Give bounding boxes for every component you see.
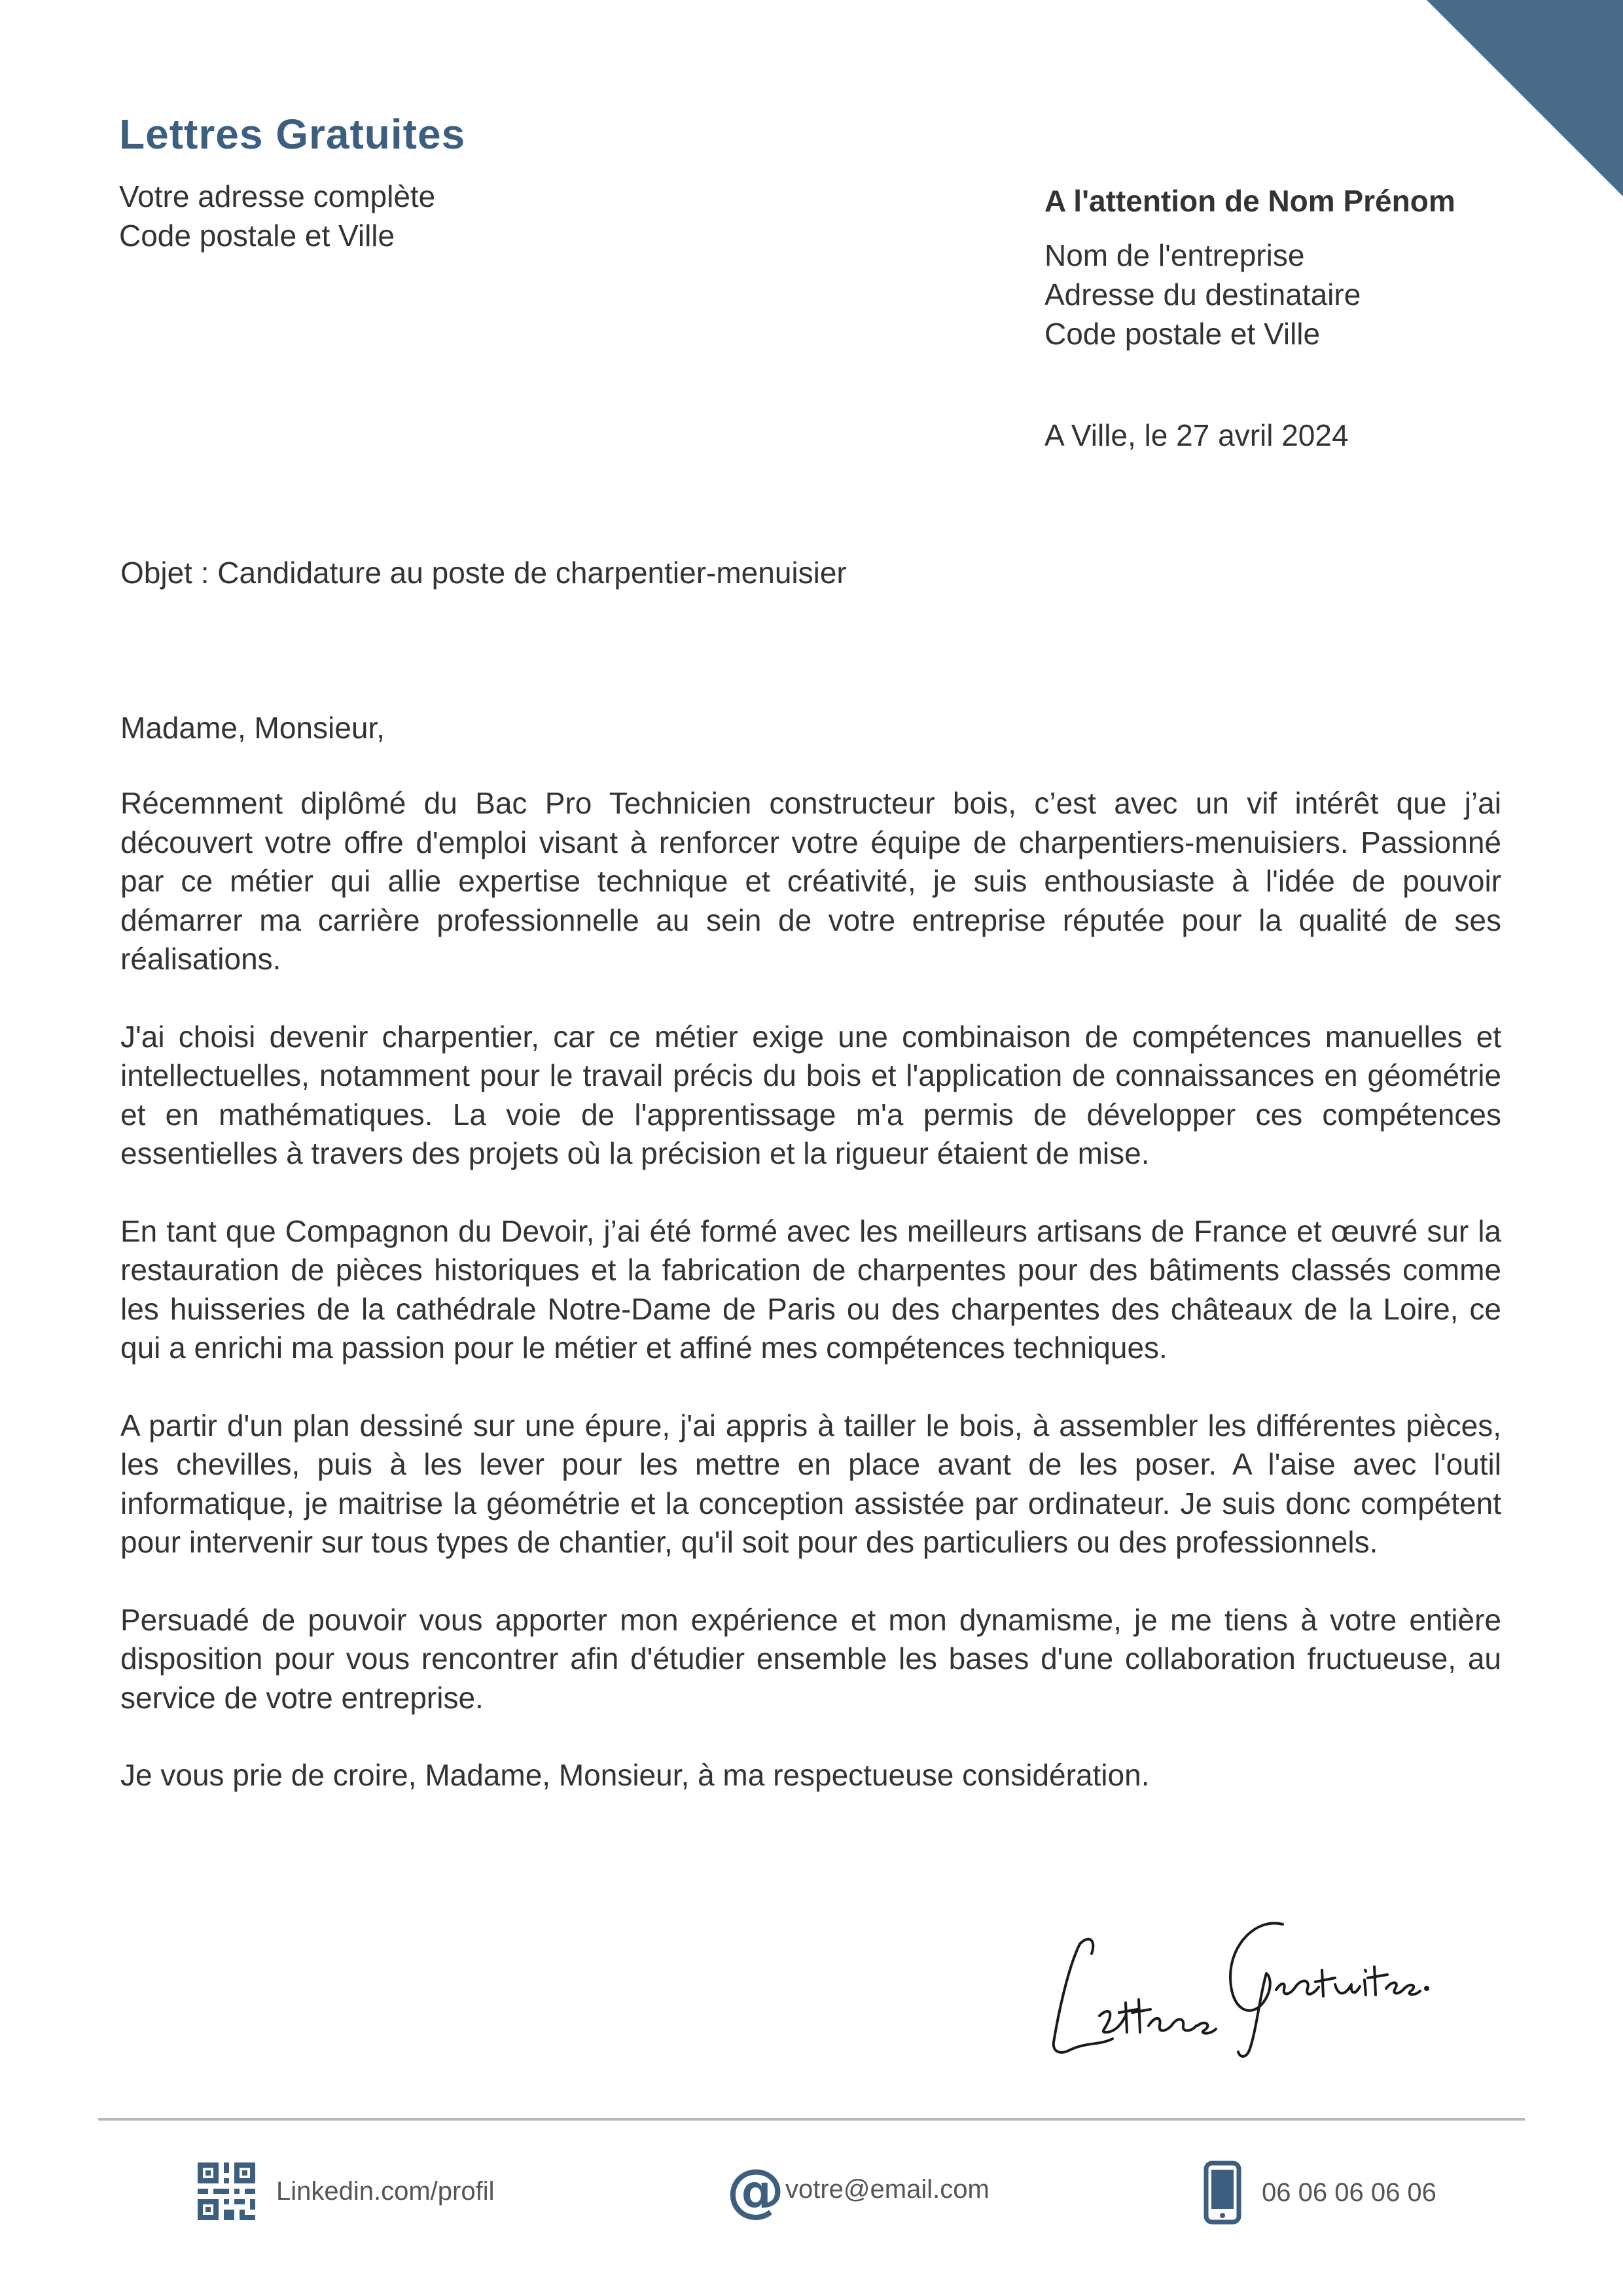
recipient-block bbox=[1044, 183, 1455, 353]
at-sign-icon bbox=[726, 2156, 785, 2224]
smartphone-icon bbox=[1203, 2160, 1242, 2225]
footer-divider bbox=[98, 2118, 1525, 2121]
svg-text:@: @ bbox=[726, 2156, 785, 2224]
recipient-attention: A l'attention de Nom Prénom bbox=[1044, 184, 1455, 218]
body-paragraph: A partir d'un plan dessiné sur une épure, j'ai appris à tailler le bois, à assembler les différentes pièces, les chevilles, puis à les lever pour les mettre en place avant de les poser. A l'aise avec l'outil informatique, je maitrise la géométrie et la conception assistée par ordinateur. Je suis donc compétent pour intervenir sur tous types de chantier, qu'il soit pour des particuliers ou des professionnels. bbox=[120, 1408, 1501, 1559]
body-paragraph: En tant que Compagnon du Devoir, j’ai été formé avec les meilleurs artisans de France et œuvré sur la restauration de pièces historiques et la fabrication de charpentes pour des bâtiments classés comme les huisseries de la cathédrale Notre-Dame de Paris ou des charpentes des châteaux de la Loire, ce qui a enrichi ma passion pour le métier et affiné mes compétences techniques. bbox=[120, 1213, 1501, 1365]
sender-block bbox=[119, 110, 465, 255]
footer-email bbox=[726, 2156, 990, 2224]
body-paragraph: Persuadé de pouvoir vous apporter mon expérience et mon dynamisme, je me tiens à votre entière disposition pour vous rencontrer afin d'étudier ensemble les bases d'une collaboration fructueuse, au service de votre entreprise. bbox=[120, 1602, 1501, 1715]
recipient-company: Nom de l'entreprise bbox=[1044, 238, 1305, 272]
phone-number[interactable]: 06 06 06 06 06 bbox=[1262, 2178, 1436, 2207]
letter-body bbox=[120, 708, 1501, 1834]
footer-phone bbox=[1203, 2160, 1436, 2225]
linkedin-url[interactable]: Linkedin.com/profil bbox=[276, 2176, 495, 2206]
recipient-city: Code postale et Ville bbox=[1044, 317, 1321, 351]
letter-date: A Ville, le 27 avril 2024 bbox=[1044, 418, 1349, 452]
recipient-address: Adresse du destinataire bbox=[1044, 278, 1361, 312]
sender-name: Lettres Gratuites bbox=[119, 111, 466, 158]
letter-subject: Objet : Candidature au poste de charpentier-menuisier bbox=[120, 556, 847, 590]
signature-image bbox=[1034, 1905, 1427, 2068]
sender-city-line: Code postale et Ville bbox=[119, 219, 395, 253]
email-address[interactable]: votre@email.com bbox=[785, 2174, 990, 2204]
footer-linkedin bbox=[195, 2160, 495, 2223]
salutation: Madame, Monsieur, bbox=[120, 711, 385, 745]
body-paragraph: Récemment diplômé du Bac Pro Technicien constructeur bois, c’est avec un vif intérêt que j’ai découvert votre offre d'emploi visant à renforcer votre équipe de charpentiers-menuisiers. Passionné par ce métier qui allie expertise technique et créativité, je suis enthousiaste à l'idée de pouvoir démarrer ma carrière professionnelle au sein de votre entreprise réputée pour la qualité de ses réalisations. bbox=[120, 786, 1501, 976]
corner-triangle-decoration bbox=[1427, 0, 1623, 196]
closing-line: Je vous prie de croire, Madame, Monsieur, à ma respectueuse considération. bbox=[120, 1758, 1150, 1792]
body-paragraph: J'ai choisi devenir charpentier, car ce métier exige une combinaison de compétences manuelles et intellectuelles, notamment pour le travail précis du bois et l'application de connaissances en géométrie et en mathématiques. La voie de l'apprentissage m'a permis de développer ces compétences essentielles à travers des projets où la précision et la rigueur étaient de mise. bbox=[120, 1019, 1501, 1170]
sender-address-line: Votre adresse complète bbox=[119, 179, 436, 213]
qr-code-icon bbox=[195, 2160, 258, 2223]
